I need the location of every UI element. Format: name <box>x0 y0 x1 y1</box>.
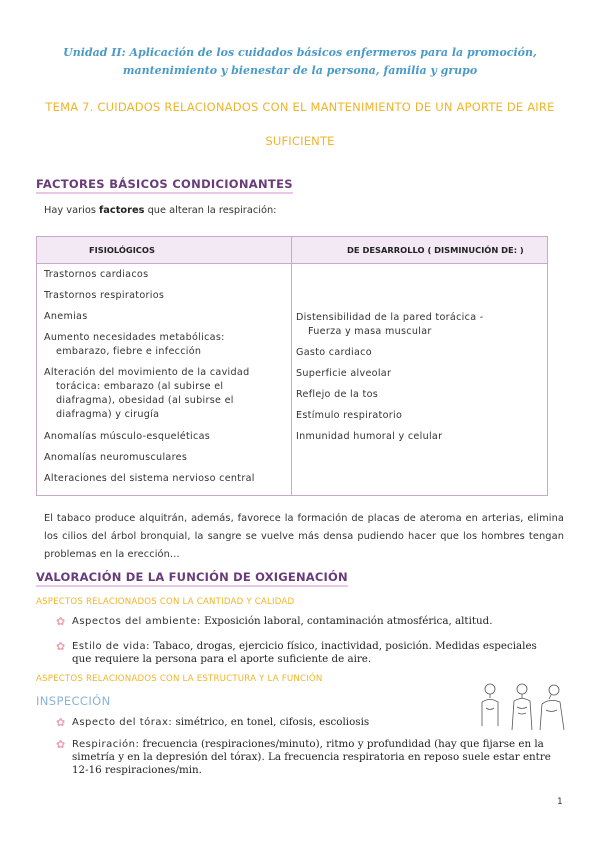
table-cell <box>44 310 88 324</box>
cell-line-continued: torácica: embarazo (al subirse el <box>56 381 224 392</box>
flower-bullet-icon: ✿ <box>56 615 66 628</box>
table-cell <box>44 472 255 486</box>
table-cell <box>296 367 391 381</box>
table-cell <box>44 451 187 465</box>
list-item-respiracion <box>56 738 556 777</box>
item-key: Respiración: <box>72 739 140 750</box>
cell-line: Anemias <box>44 311 88 322</box>
cell-line: Estímulo respiratorio <box>296 410 403 421</box>
item-value: frecuencia (respiraciones/minuto), ritmo y profundidad (hay que fijarse en la simetría y en la depresión del tórax). La frecuencia respiratoria en reposo suele estar entre 12-16 respiraciones/min. <box>72 738 551 776</box>
cell-line: Gasto cardiaco <box>296 347 372 358</box>
cell-line: Aumento necesidades metabólicas: <box>44 332 225 343</box>
table-cell <box>44 289 164 303</box>
table-cell <box>296 388 378 402</box>
subheading-estructura-funcion: ASPECTOS RELACIONADOS CON LA ESTRUCTURA Y LA FUNCIÓN <box>36 674 323 684</box>
tema-title-line1: TEMA 7. CUIDADOS RELACIONADOS CON EL MANTENIMIENTO DE UN APORTE DE AIRE <box>45 100 555 114</box>
table-cell <box>296 409 402 423</box>
section-heading-factores: FACTORES BÁSICOS CONDICIONANTES <box>36 177 293 194</box>
tema-title <box>30 90 570 158</box>
list-item-estilo-vida <box>56 640 556 666</box>
table-cell <box>44 430 210 444</box>
col-header-desarrollo: DE DESARROLLO ( DISMINUCIÓN DE: ) <box>347 245 524 255</box>
item-value: Tabaco, drogas, ejercicio físico, inactividad, posición. Medidas especiales que requiere la persona para el aporte suficiente de aire. <box>72 640 537 665</box>
tema-title-line2: SUFICIENTE <box>265 134 335 148</box>
cell-line-continued: diafragma) y cirugía <box>56 409 160 420</box>
cell-line-continued: Fuerza y masa muscular <box>308 326 432 337</box>
factores-intro <box>44 205 276 216</box>
column-divider <box>291 237 292 495</box>
section-heading-valoracion: VALORACIÓN DE LA FUNCIÓN DE OXIGENACIÓN <box>36 570 348 587</box>
posture-figures-illustration <box>474 680 574 740</box>
cell-line: Anomalías neuromusculares <box>44 452 188 463</box>
cell-line-continued: diafragma), obesidad (al subirse el <box>56 395 234 406</box>
inspeccion-heading: INSPECCIÓN <box>36 694 111 708</box>
page-number: 1 <box>557 797 563 807</box>
intro-text-end: que alteran la respiración: <box>144 205 277 216</box>
flower-bullet-icon: ✿ <box>56 640 66 653</box>
col-header-fisiologicos: FISIOLÓGICOS <box>89 245 155 255</box>
cell-line: Trastornos cardiacos <box>44 269 149 280</box>
item-key: Estilo de vida: <box>72 641 151 652</box>
subheading-cantidad-calidad: ASPECTOS RELACIONADOS CON LA CANTIDAD Y CALIDAD <box>36 597 295 607</box>
cell-line: Distensibilidad de la pared torácica - <box>296 312 484 323</box>
unit-title-line1: Unidad II: Aplicación de los cuidados básicos enfermeros para la promoción, <box>63 46 537 59</box>
item-value: simétrico, en tonel, cifosis, escoliosis <box>175 716 370 728</box>
table-cell <box>296 430 442 444</box>
cell-line: Alteraciones del sistema nervioso central <box>44 473 255 484</box>
cell-line: Anomalías músculo-esqueléticas <box>44 431 211 442</box>
tabaco-paragraph: El tabaco produce alquitrán, además, favorece la formación de placas de ateroma en arterias, elimina los cilios del árbol bronquial, la sangre se vuelve más densa pudiendo hacer que los hombres tengan problemas en la erección… <box>44 513 564 560</box>
table-cell <box>44 366 250 422</box>
cell-line: Trastornos respiratorios <box>44 290 165 301</box>
item-value: Exposición laboral, contaminación atmosférica, altitud. <box>204 615 493 627</box>
intro-bold: factores <box>99 205 145 216</box>
intro-text: Hay varios <box>44 205 100 216</box>
cell-line: Superficie alveolar <box>296 368 392 379</box>
flower-bullet-icon: ✿ <box>56 738 66 751</box>
cell-line-continued: embarazo, fiebre e infección <box>56 346 202 357</box>
unit-title-line2: mantenimiento y bienestar de la persona, familia y grupo <box>122 64 478 77</box>
cell-line: Alteración del movimiento de la cavidad <box>44 367 250 378</box>
item-key: Aspectos del ambiente: <box>72 616 201 627</box>
unit-title <box>40 44 560 80</box>
flower-bullet-icon: ✿ <box>56 716 66 729</box>
cell-line: Inmunidad humoral y celular <box>296 431 443 442</box>
table-cell <box>44 331 225 359</box>
list-item-ambiente <box>56 615 556 628</box>
cell-line: Reflejo de la tos <box>296 389 379 400</box>
table-cell <box>296 311 484 339</box>
item-key: Aspecto del tórax: <box>72 717 173 728</box>
table-cell <box>296 346 372 360</box>
table-cell <box>44 268 148 282</box>
